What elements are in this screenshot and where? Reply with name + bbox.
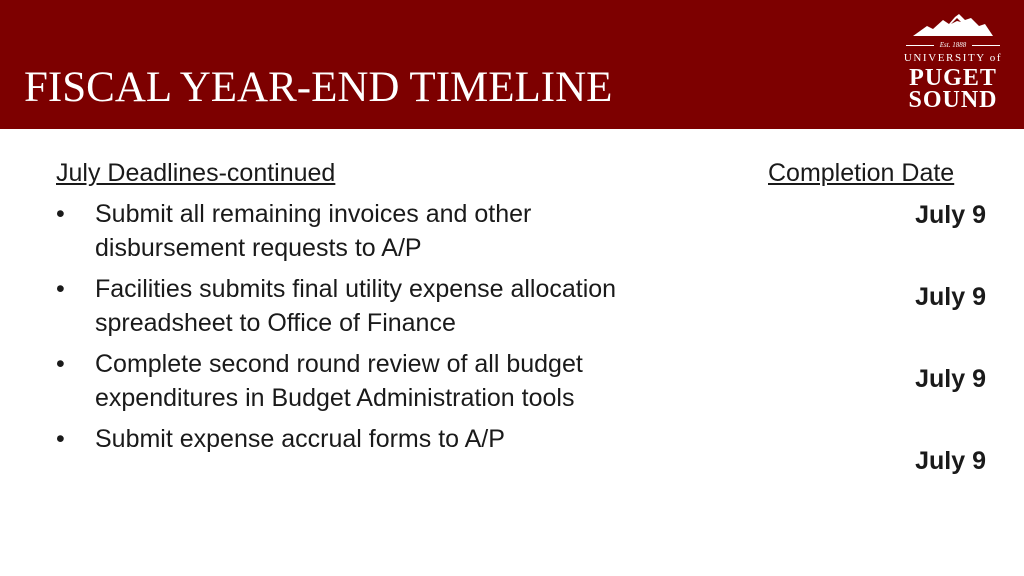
university-logo (900, 14, 1006, 114)
deadline-item-4: Submit expense accrual forms to A/P (95, 425, 505, 453)
deadlines-heading: July Deadlines-continued (56, 159, 336, 187)
slide-header (0, 0, 1024, 129)
deadline-date-1: July 9 (915, 201, 986, 229)
mountain-icon (913, 14, 993, 36)
bullet-3: • (56, 350, 65, 378)
bullet-1: • (56, 200, 65, 228)
completion-date-heading: Completion Date (768, 159, 955, 187)
logo-est: Est. 1888 (939, 41, 967, 49)
deadline-date-4: July 9 (915, 447, 986, 475)
logo-puget: PUGET (909, 65, 997, 91)
deadline-item-1: Submit all remaining invoices and other disbursement requests to A/P (95, 200, 532, 262)
deadline-date-3: July 9 (915, 365, 986, 393)
bullet-4: • (56, 425, 65, 453)
slide-title: FISCAL YEAR-END TIMELINE (24, 64, 613, 111)
deadline-item-3: Complete second round review of all budget expenditures in Budget Administration tools (95, 350, 583, 412)
logo-rule-right (972, 45, 1000, 46)
deadline-date-2: July 9 (915, 283, 986, 311)
logo-university: UNIVERSITY of (903, 52, 1003, 64)
logo-sound: SOUND (908, 87, 998, 113)
deadline-item-2: Facilities submits final utility expense allocation spreadsheet to Office of Finance (95, 275, 617, 337)
bullet-2: • (56, 275, 65, 303)
